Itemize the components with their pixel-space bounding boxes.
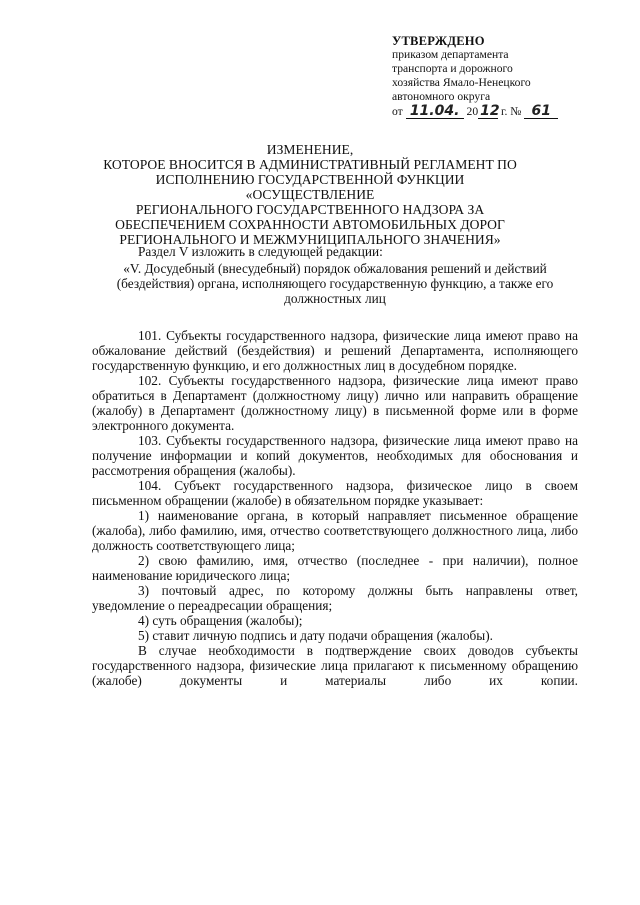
approval-line: хозяйства Ямало-Ненецкого bbox=[392, 76, 531, 89]
title-line: КОТОРОЕ ВНОСИТСЯ В АДМИНИСТРАТИВНЫЙ РЕГЛАМЕНТ ПО bbox=[103, 157, 517, 172]
list-item-5: 5) ставит личную подпись и дату подачи обращения (жалобы). bbox=[138, 628, 493, 643]
date-prefix: от bbox=[392, 105, 403, 118]
approval-line: приказом департамента bbox=[392, 48, 509, 61]
title-line: ИСПОЛНЕНИЮ ГОСУДАРСТВЕННОЙ ФУНКЦИИ «ОСУЩЕСТВЛЕНИЕ bbox=[155, 172, 465, 202]
paragraph-101: 101. Субъекты государственного надзора, физические лица имеют право на обжалование действий (бездействия) и решений Департамента, исполняющего государственную функцию, и его должностных лиц в досудебном порядке. bbox=[92, 328, 578, 373]
list-item-1: 1) наименование органа, в который направляет письменное обращение (жалоба), либо фамилию, имя, отчество соответствующего должностного лица, либо должность соответствующего лица; bbox=[92, 508, 578, 553]
year-prefix: 20 bbox=[466, 105, 479, 118]
document-body bbox=[92, 244, 578, 688]
title-line: ОБЕСПЕЧЕНИЕМ СОХРАННОСТИ АВТОМОБИЛЬНЫХ ДОРОГ bbox=[115, 217, 505, 232]
list-item-2: 2) свою фамилию, имя, отчество (последнее - при наличии), полное наименование юридического лица; bbox=[92, 553, 578, 583]
intro-paragraph: Раздел V изложить в следующей редакции: bbox=[138, 244, 383, 259]
paragraph-104: 104. Субъект государственного надзора, физическое лицо в своем письменном обращении (жалобе) в обязательном порядке указывает: bbox=[92, 478, 578, 508]
closing-paragraph: В случае необходимости в подтверждение своих доводов субъекты государственного надзора, физические лица прилагают к письменному обращению (жалобе) документы и материалы либо их копии. bbox=[92, 643, 578, 688]
document-title bbox=[96, 142, 524, 247]
section-title: «V. Досудебный (внесудебный) порядок обжалования решений и действий (бездействия) органа, исполняющего государственную функцию, а также его должностных лиц bbox=[116, 261, 554, 306]
paragraph-102: 102. Субъекты государственного надзора, физические лица имеют право обратиться в Департамент (должностному лицу) лично или направить обращение (жалобу) в Департамент (должностному лицу) в письменной форме или в форме электронного документа. bbox=[92, 373, 578, 433]
title-line: РЕГИОНАЛЬНОГО ГОСУДАРСТВЕННОГО НАДЗОРА ЗА bbox=[135, 202, 485, 217]
approval-line: автономного округа bbox=[392, 90, 491, 103]
list-item-4: 4) суть обращения (жалобы); bbox=[138, 613, 303, 628]
title-line: РЕГИОНАЛЬНОГО И МЕЖМУНИЦИПАЛЬНОГО ЗНАЧЕНИЯ» bbox=[119, 232, 501, 247]
year-suffix: г. № bbox=[501, 105, 522, 118]
handwritten-year: 12 bbox=[480, 103, 500, 119]
approval-stamp bbox=[392, 34, 612, 119]
paragraph-103: 103. Субъекты государственного надзора, физические лица имеют право на получение информации и копий документов, необходимых для обоснования и рассмотрения обращения (жалобы). bbox=[92, 433, 578, 478]
list-item-3: 3) почтовый адрес, по которому должны быть направлены ответ, уведомление о переадресации обращения; bbox=[92, 583, 578, 613]
approval-date-line bbox=[392, 105, 612, 119]
title-line: ИЗМЕНЕНИЕ, bbox=[266, 142, 354, 157]
approval-line: транспорта и дорожного bbox=[392, 62, 513, 75]
handwritten-number: 61 bbox=[524, 105, 558, 119]
handwritten-date: 11.04. bbox=[406, 105, 464, 119]
approval-heading: УТВЕРЖДЕНО bbox=[392, 34, 485, 48]
